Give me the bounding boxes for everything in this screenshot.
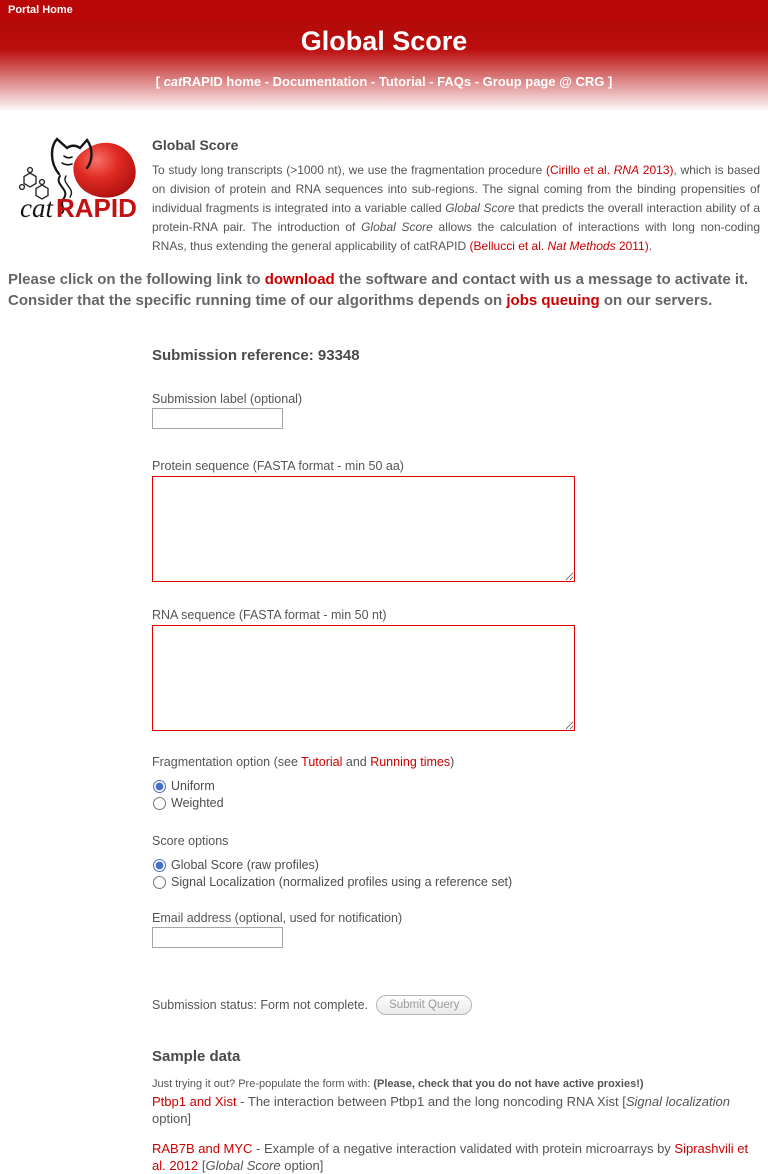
nav-link-group-page-crg[interactable]: Group page @ CRG [482, 74, 605, 89]
intro-text [152, 132, 760, 256]
email-address-label: Email address (optional, used for notification) [152, 911, 403, 925]
nav-link-faqs[interactable]: FAQs [437, 74, 472, 89]
sample-data-intro [152, 1078, 760, 1090]
submission-label-label: Submission label (optional) [152, 392, 303, 406]
sample-data-heading: Sample data [152, 1048, 241, 1065]
global-score-radio-label: Global Score (raw profiles) [171, 858, 319, 872]
score-option-global-score[interactable] [152, 858, 768, 872]
siprashvili-2012-link[interactable]: Siprashvili et al. 2012 [152, 1141, 749, 1173]
text-run: that predicts the overall interaction ability of a protein-RNA pair. The introduction of [152, 201, 760, 234]
cirillo-rna-2013-link[interactable]: (Cirillo et al. [545, 163, 614, 177]
logo-text-cat: cat [20, 193, 53, 223]
submission-label-input[interactable] [152, 408, 283, 429]
score-option-signal-localization[interactable] [152, 875, 768, 889]
text-run: Signal localization [625, 1094, 730, 1109]
nav-link-tutorial[interactable]: Tutorial [378, 74, 426, 89]
text-run: - [261, 74, 273, 89]
fragmentation-option-weighted[interactable] [152, 796, 768, 810]
text-run: and [342, 755, 371, 769]
signal-localization-radio-label: Signal Localization (normalized profiles using a reference set) [171, 875, 513, 889]
intro-heading: Global Score [152, 137, 239, 153]
portal-home-link[interactable]: Portal Home [8, 4, 73, 16]
running-times-link[interactable]: Running times [370, 755, 451, 769]
intro-section [0, 112, 768, 256]
download-link[interactable]: download [264, 271, 335, 288]
sample-item-rab7b-myc [152, 1140, 760, 1174]
text-run: Global Score [205, 1158, 281, 1173]
cirillo-rna-2013-link[interactable]: RNA [613, 163, 640, 177]
tutorial-link[interactable]: Tutorial [301, 755, 343, 769]
submission-status-text: Submission status: Form not complete. [152, 998, 369, 1012]
fragmentation-option-uniform[interactable] [152, 779, 768, 793]
text-run: - [471, 74, 483, 89]
uniform-radio-label: Uniform [171, 779, 215, 793]
text-run: - [425, 74, 438, 89]
protein-sequence-textarea[interactable] [152, 476, 575, 582]
jobs-queuing-link[interactable]: jobs queuing [506, 292, 600, 309]
sample-link-rab7b-myc[interactable]: RAB7B and MYC [152, 1141, 253, 1156]
logo-text-rapid: RAPID [56, 193, 137, 223]
text-run: . [648, 239, 653, 253]
text-run: Fragmentation option (see [152, 755, 302, 769]
catrapid-logo [14, 132, 146, 256]
global-score-radio[interactable] [153, 859, 166, 872]
submit-query-button[interactable]: Submit Query [376, 995, 472, 1015]
text-run: ) [450, 755, 455, 769]
logo-red-blob-icon [73, 143, 135, 198]
text-run: option] [152, 1111, 192, 1126]
header-nav [0, 74, 768, 89]
text-run: Just trying it out? Pre-populate the form with: [152, 1078, 374, 1090]
rna-sequence-label: RNA sequence (FASTA format - min 50 nt) [152, 608, 387, 622]
fragmentation-option-label [152, 755, 768, 769]
text-run: [ [155, 74, 164, 89]
submission-reference-heading: Submission reference: 93348 [152, 347, 360, 364]
nav-link-catrapid-home[interactable]: RAPID home [182, 74, 262, 89]
nav-link-documentation[interactable]: Documentation [272, 74, 368, 89]
uniform-radio[interactable] [153, 780, 166, 793]
email-address-input[interactable] [152, 927, 283, 948]
page-title: Global Score [300, 26, 468, 56]
submission-form [152, 347, 768, 1015]
text-run: , which is based on division of protein and RNA sequences into sub-regions. The signal coming from the binding propensities of individual fragments is integrated into a variable called [152, 163, 760, 215]
sample-data-section [152, 1048, 760, 1174]
text-run: Please click on the following link to [8, 271, 265, 288]
text-run: Global Score [361, 220, 433, 234]
text-run: allows the calculation of interactions with long non-coding RNAs, thus extending the general applicability of catRAPID [152, 220, 760, 253]
intro-paragraph [152, 161, 760, 256]
submission-status-row [152, 995, 768, 1015]
protein-sequence-label: Protein sequence (FASTA format - min 50 aa) [152, 459, 404, 473]
text-run: option] [280, 1158, 324, 1173]
text-run: [ [198, 1158, 206, 1173]
sample-item-ptbp1-xist [152, 1093, 760, 1127]
text-run: Global Score [445, 201, 515, 215]
download-notice [8, 269, 760, 311]
bellucci-nat-methods-2011-link[interactable]: 2011) [615, 239, 649, 253]
text-run: - [367, 74, 379, 89]
catrapid-logo-image [14, 132, 144, 224]
text-run: ] [604, 74, 613, 89]
text-run: (Please, check that you do not have active proxies!) [373, 1078, 644, 1090]
text-run: - The interaction between Ptbp1 and the long noncoding RNA Xist [ [236, 1094, 626, 1109]
bellucci-nat-methods-2011-link[interactable]: Nat Methods [547, 239, 616, 253]
rna-sequence-textarea[interactable] [152, 625, 575, 731]
page-header [0, 20, 768, 112]
bellucci-nat-methods-2011-link[interactable]: (Bellucci et al. [469, 239, 548, 253]
sample-link-ptbp1-xist[interactable]: Ptbp1 and Xist [152, 1094, 237, 1109]
weighted-radio-label: Weighted [171, 796, 224, 810]
portal-top-bar [0, 0, 768, 20]
weighted-radio[interactable] [153, 797, 166, 810]
cirillo-rna-2013-link[interactable]: 2013) [639, 163, 674, 177]
text-run: the software and contact with us a message to activate it. Consider that the specific running time of our algorithms depends on [8, 271, 749, 309]
text-run: - Example of a negative interaction validated with protein microarrays by [252, 1141, 675, 1156]
text-run: To study long transcripts (>1000 nt), we use the fragmentation procedure [152, 163, 546, 177]
text-run: on our servers. [599, 292, 713, 309]
signal-localization-radio[interactable] [153, 876, 166, 889]
nav-link-catrapid-home[interactable]: cat [163, 74, 183, 89]
score-options-label: Score options [152, 834, 229, 848]
